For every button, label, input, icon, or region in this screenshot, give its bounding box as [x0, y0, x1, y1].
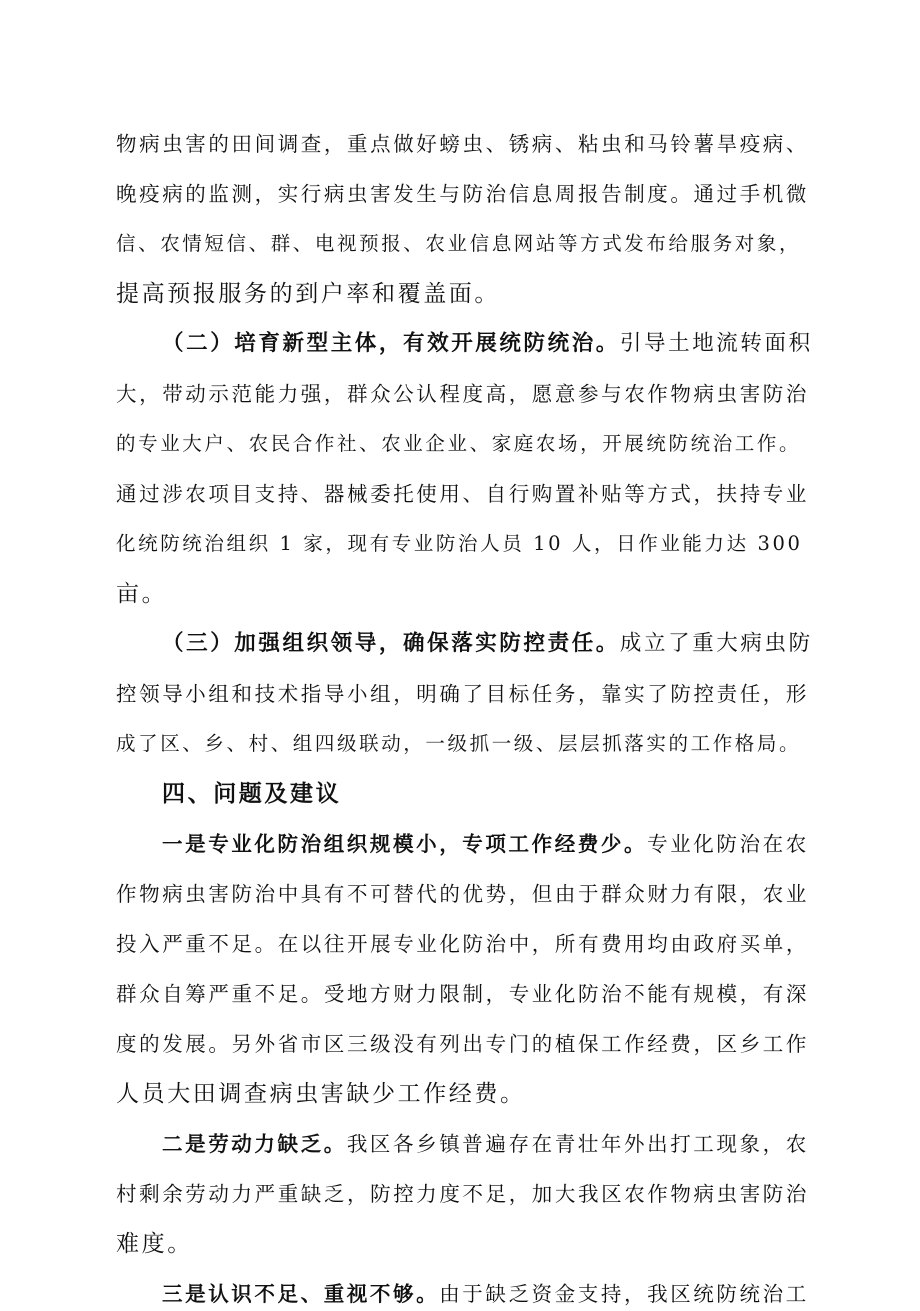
- section-heading: 一是专业化防治组织规模小，专项工作经费少。: [162, 832, 648, 856]
- line-text: 的专业大户、农民合作社、农业企业、家庭农场，开展统防统治工作。: [116, 432, 802, 455]
- line-text: 提高预报服务的到户率和覆盖面。: [116, 281, 500, 307]
- paragraph-line: [116, 927, 816, 961]
- line-text: 度的发展。另外省市区三级没有列出专门的植保工作经费，区乡工作: [116, 1032, 809, 1056]
- line-text: 群众自筹严重不足。受地方财力限制，专业化防治不能有规模，有深: [116, 982, 809, 1006]
- paragraph-line: [116, 1227, 816, 1261]
- section-heading-line: [162, 827, 816, 861]
- line-text: 晚疫病的监测，实行病虫害发生与防治信息周报告制度。通过手机微: [116, 182, 809, 206]
- line-text: 作物病虫害防治中具有不可替代的优势，但由于群众财力有限，农业: [116, 882, 809, 906]
- paragraph-line: [116, 727, 816, 761]
- paragraph-line: [116, 377, 816, 411]
- paragraph-line: [116, 977, 816, 1011]
- section-heading: 二是劳动力缺乏。: [162, 1132, 347, 1156]
- paragraph-line: [116, 127, 816, 161]
- line-text: 投入严重不足。在以往开展专业化防治中，所有费用均由政府买单，: [116, 932, 809, 956]
- section-heading-line: [162, 1277, 816, 1311]
- paragraph-line: [116, 527, 816, 561]
- paragraph-line: [116, 177, 816, 211]
- line-text: 难度。: [116, 1231, 193, 1257]
- paragraph-line: [116, 877, 816, 911]
- line-text: 大，带动示范能力强，群众公认程度高，愿意参与农作物病虫害防治: [116, 382, 809, 406]
- paragraph-line: [116, 477, 816, 511]
- line-text: 物病虫害的田间调查，重点做好螃虫、锈病、粘虫和马铃薯旱疫病、: [116, 132, 809, 156]
- section-heading: （二）培育新型主体，有效开展统防统治。: [162, 331, 620, 356]
- paragraph-line: [116, 277, 816, 311]
- section-heading-line: [162, 1127, 816, 1161]
- line-text: 化统防统治组织 1 家，现有专业防治人员 10 人，日作业能力达 300: [116, 532, 803, 555]
- line-text: 信、农情短信、群、电视预报、农业信息网站等方式发布给服务对象，: [116, 232, 802, 255]
- paragraph-line: [116, 227, 816, 261]
- line-text: 专业化防治在农: [647, 832, 809, 856]
- paragraph-line: [116, 1177, 816, 1211]
- paragraph-line: [116, 677, 816, 711]
- line-text: 村剩余劳动力严重缺乏，防控力度不足，加大我区农作物病虫害防治: [116, 1182, 809, 1206]
- chapter-heading-line: [162, 777, 816, 811]
- line-text: 成了区、乡、村、组四级联动，一级抓一级、层层抓落实的工作格局。: [116, 732, 802, 755]
- line-text: 我区各乡镇普遍存在青壮年外出打工现象，农: [346, 1132, 809, 1156]
- paragraph-line: [116, 1027, 816, 1061]
- section-heading: 三是认识不足、重视不够。: [162, 1282, 440, 1306]
- paragraph-line: [116, 1077, 816, 1111]
- line-text: 引导土地流转面积: [619, 331, 813, 356]
- line-text: 人员大田调查病虫害缺少工作经费。: [116, 1081, 526, 1107]
- line-text: 亩。: [116, 581, 168, 607]
- line-text: 通过涉农项目支持、器械委托使用、自行购置补贴等方式，扶持专业: [116, 482, 809, 506]
- paragraph-line: [116, 427, 816, 461]
- chapter-heading: 四、问题及建议: [162, 780, 342, 807]
- section-heading-line: [162, 627, 816, 661]
- section-heading: （三）加强组织领导，确保落实防控责任。: [162, 631, 620, 656]
- paragraph-line: [116, 577, 816, 611]
- line-text: 控领导小组和技术指导小组，明确了目标任务，靠实了防控责任，形: [116, 682, 809, 706]
- line-text: 成立了重大病虫防: [619, 631, 813, 656]
- section-heading-line: [162, 327, 816, 361]
- line-text: 由于缺乏资金支持，我区统防统治工: [439, 1282, 809, 1306]
